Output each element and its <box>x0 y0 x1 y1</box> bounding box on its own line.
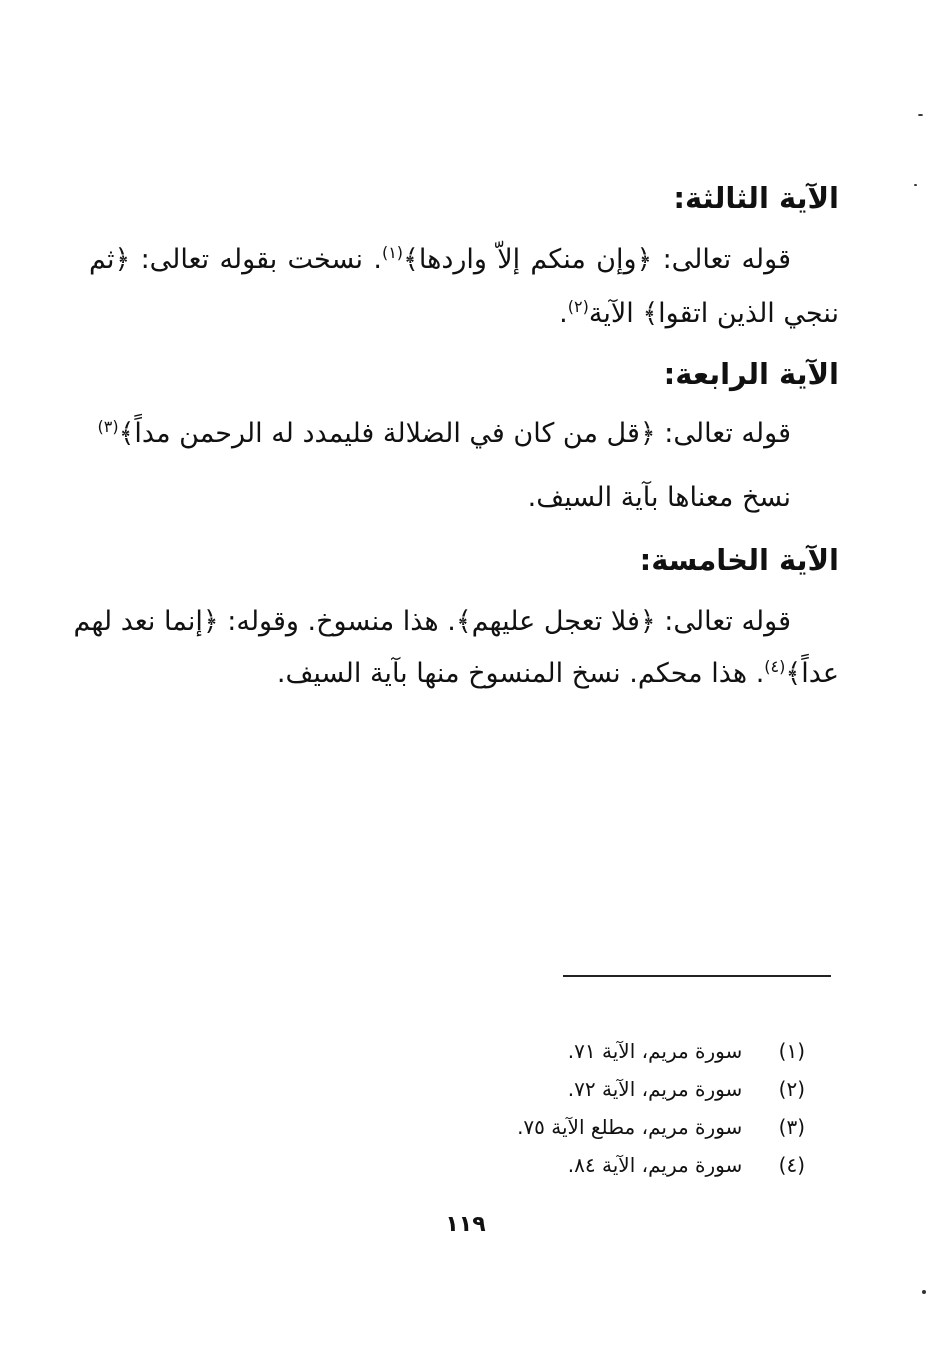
body-line <box>41 414 791 454</box>
section-heading-fourth: الآية الرابعة: <box>663 357 839 391</box>
footnote <box>385 1150 805 1180</box>
scan-speck <box>922 1290 926 1294</box>
line-text: قوله تعالى: ﴿وإن منكم إلاّ واردها﴾ <box>403 244 791 275</box>
footnote-number: (٢) <box>778 1077 805 1101</box>
line-text: قوله تعالى: ﴿فلا تعجل عليهم﴾. هذا منسوخ. وقوله: ﴿إنما نعد لهم <box>73 606 791 637</box>
page-number: ١١٩ <box>445 1212 486 1237</box>
footnote-ref: (١) <box>381 243 404 262</box>
footnote <box>385 1036 805 1066</box>
footnote-ref: (٤) <box>764 657 786 676</box>
footnote-number: (٣) <box>778 1115 805 1139</box>
section-heading-third: الآية الثالثة: <box>673 181 839 215</box>
footnote-ref: (٣) <box>97 417 119 436</box>
line-text: . <box>559 298 568 329</box>
line-text: ننجي الذين اتقوا﴾ الآية <box>588 298 839 329</box>
footnote-text: سورة مريم، الآية ٧٢. <box>567 1077 743 1101</box>
line-text: . هذا محكم. نسخ المنسوخ منها بآية السيف. <box>276 658 765 689</box>
body-line <box>89 240 791 280</box>
line-text: قوله تعالى: ﴿قل من كان في الضلالة فليمدد له الرحمن مداً﴾ <box>118 418 791 449</box>
footnote-ref: (٢) <box>567 297 589 316</box>
body-line <box>41 478 791 518</box>
scan-speck <box>914 184 917 186</box>
body-line <box>73 602 791 642</box>
line-text: نسخ معناها بآية السيف. <box>527 482 791 513</box>
footnote <box>385 1074 805 1104</box>
line-text: . نسخت بقوله تعالى: ﴿ثم <box>89 244 382 275</box>
body-line <box>89 654 839 694</box>
footnote-separator <box>563 975 831 977</box>
footnote-text: سورة مريم، مطلع الآية ٧٥. <box>517 1115 743 1139</box>
body-line <box>89 294 839 334</box>
footnote-text: سورة مريم، الآية ٧١. <box>567 1039 743 1063</box>
footnote-text: سورة مريم، الآية ٨٤. <box>567 1153 743 1177</box>
scan-speck <box>918 114 923 116</box>
line-text: عداً﴾ <box>785 658 839 689</box>
section-heading-fifth: الآية الخامسة: <box>639 543 839 577</box>
footnote-number: (٤) <box>778 1153 805 1177</box>
footnote-number: (١) <box>778 1039 805 1063</box>
footnote <box>385 1112 805 1142</box>
